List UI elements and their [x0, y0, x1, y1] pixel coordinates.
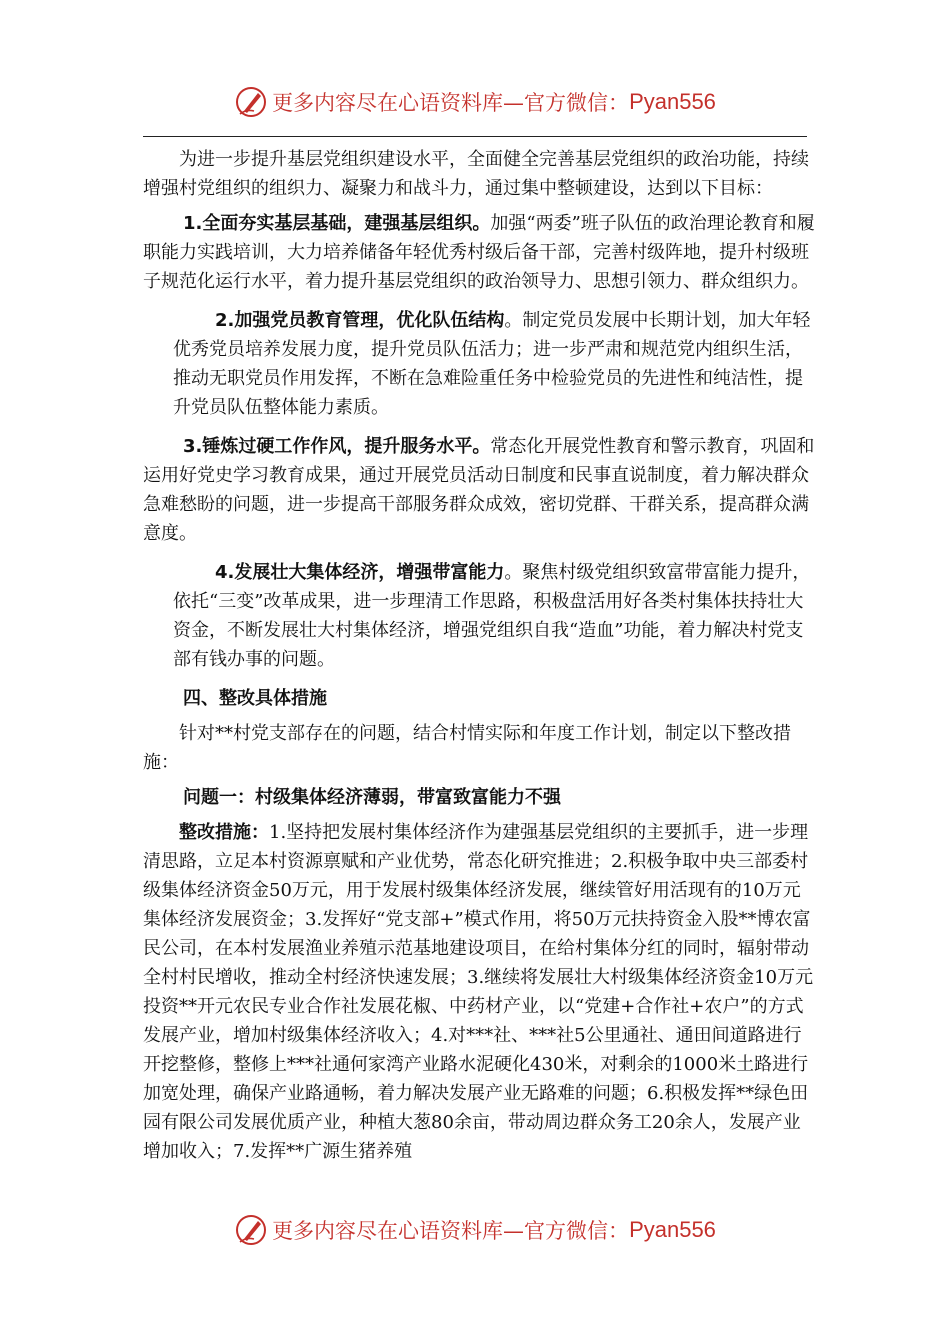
intro-paragraph: 为进一步提升基层党组织建设水平，全面健全完善基层党组织的政治功能，持续增强村党组织的组织力、凝聚力和战斗力，通过集中整顿建设，达到以下目标： — [143, 149, 809, 199]
goal-item — [143, 306, 815, 422]
goal-lead: 2.加强党员教育管理，优化队伍结构 — [215, 310, 505, 331]
measures-body: 1.坚持把发展村集体经济作为建强基层党组织的主要抓手，进一步理清思路，立足本村资源禀赋和产业优势，常态化研究推进；2.积极争取中央三部委村级集体经济资金50万元，用于发展村级集体经济发展，继续管好用活现有的10万元集体经济发展资金；3.发挥好“党支部+”模式作用，将50万元扶持资金入股**博农富民公司，在本村发展渔业养殖示范基地建设项目，在给村集体分红的同时，辐射带动全村村民增收，推动全村经济快速发展；3.继续将发展壮大村级集体经济资金10万元投资**开元农民专业合作社发展花椒、中药材产业，以“党建+合作社+农户”的方式发展产业，增加村级集体经济收入；4.对***社、***社5公里通社、通田间道路进行开挖整修，整修上***社通何家湾产业路水泥硬化430米，对剩余的1000米土路进行加宽处理，确保产业路通畅，着力解决发展产业无路难的问题；6.积极发挥**绿色田园有限公司发展优质产业，种植大葱80余亩，带动周边群众务工20余人，发展产业增加收入；7.发挥**广源生猪养殖 — [143, 822, 814, 1162]
watermark-text: 更多内容尽在心语资料库—官方微信： — [272, 91, 630, 115]
watermark-wechat-id: Pyan556 — [629, 1217, 716, 1242]
goal-lead: 4.发展壮大集体经济，增强带富能力 — [215, 562, 505, 583]
document-body — [143, 145, 815, 1172]
watermark-text: 更多内容尽在心语资料库—官方微信： — [272, 1219, 630, 1243]
measures-paragraph — [143, 818, 815, 1166]
goal-body: 。制定党员发展中长期计划，加大年轻优秀党员培养发展力度，提升党员队伍活力；进一步严肃和规范党内组织生活，推动无职党员作用发挥，不断在急难险重任务中检验党员的先进性和纯洁性，提升党员队伍整体能力素质。 — [173, 310, 811, 418]
watermark-banner-top — [0, 80, 950, 124]
problem-heading: 问题一：村级集体经济薄弱，带富致富能力不强 — [183, 787, 561, 808]
pen-logo-icon — [234, 85, 268, 119]
goal-body: 常态化开展党性教育和警示教育，巩固和运用好党史学习教育成果，通过开展党员活动日制度和民事直说制度，着力解决群众急难愁盼的问题，进一步提高干部服务群众成效，密切党群、干群关系，提高群众满意度。 — [143, 436, 815, 544]
goal-lead: 3.锤炼过硬工作作风，提升服务水平。 — [183, 436, 491, 457]
watermark-banner-bottom — [0, 1208, 950, 1252]
section-heading: 四、整改具体措施 — [183, 688, 327, 709]
section-intro-paragraph: 针对**村党支部存在的问题，结合村情实际和年度工作计划，制定以下整改措施： — [143, 723, 791, 773]
goal-item — [143, 558, 815, 674]
measures-lead: 整改措施： — [179, 822, 269, 843]
watermark-wechat-id: Pyan556 — [629, 89, 716, 114]
goal-body: 加强“两委”班子队伍的政治理论教育和履职能力实践培训，大力培养储备年轻优秀村级后备干部，完善村级阵地，提升村级班子规范化运行水平，着力提升基层党组织的政治领导力、思想引领力、群众组织力。 — [143, 213, 815, 292]
goal-item — [143, 432, 815, 548]
goal-body: 。聚焦村级党组织致富带富能力提升，依托“三变”改革成果，进一步理清工作思路，积极盘活用好各类村集体扶持壮大资金，不断发展壮大村集体经济，增强党组织自我“造血”功能，着力解决村党支部有钱办事的问题。 — [173, 562, 811, 670]
goal-lead: 1.全面夯实基层基础，建强基层组织。 — [183, 213, 491, 234]
goal-item — [143, 209, 815, 296]
header-divider — [143, 136, 807, 137]
pen-logo-icon — [234, 1213, 268, 1247]
